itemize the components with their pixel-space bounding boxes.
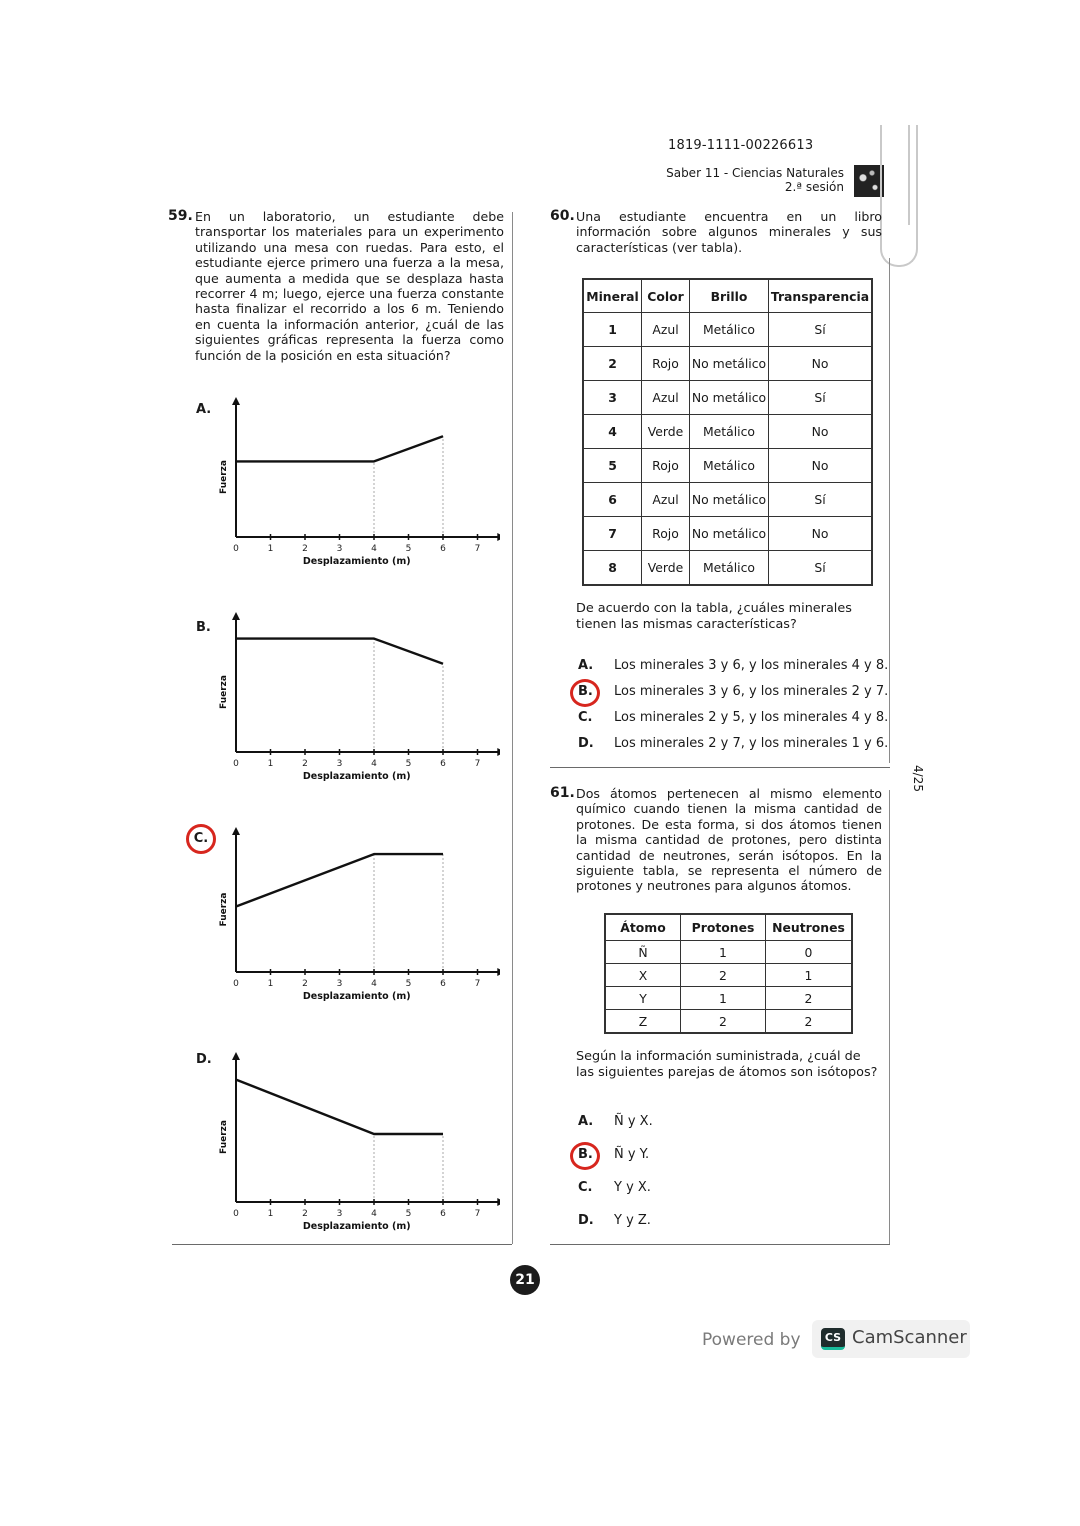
table-row — [583, 517, 872, 551]
x-tick-label: 1 — [267, 979, 274, 989]
question-prompt: De acuerdo con la tabla, ¿cuáles minerales tienen las mismas características? — [576, 601, 852, 632]
answer-option-d[interactable] — [578, 1208, 883, 1241]
page-number-badge: 21 — [510, 1265, 540, 1295]
camscanner-badge[interactable] — [812, 1320, 970, 1358]
table-cell: No metálico — [690, 347, 769, 381]
answer-option-d[interactable] — [578, 731, 889, 757]
table-cell: 2 — [766, 1010, 853, 1034]
column-header: Color — [642, 279, 690, 313]
x-tick-label: 4 — [371, 544, 377, 554]
x-tick-label: 4 — [371, 979, 377, 989]
table-cell: 4 — [583, 415, 642, 449]
question-text: Una estudiante encuentra en un libro información sobre algunos minerales y sus características (ver tabla). — [576, 209, 882, 255]
answer-options-60 — [578, 653, 889, 757]
answer-option-b[interactable] — [578, 1142, 883, 1175]
x-axis-label: Desplazamiento (m) — [302, 1221, 411, 1232]
table-cell: Azul — [642, 381, 690, 415]
y-axis-arrow-icon — [232, 827, 240, 835]
table-cell: Verde — [642, 415, 690, 449]
table-cell: 1 — [681, 987, 766, 1010]
x-axis-label: Desplazamiento (m) — [302, 991, 411, 1002]
option-text: Ñ y X. — [614, 1114, 653, 1129]
x-tick-label: 3 — [336, 544, 343, 554]
option-letter: A. — [578, 1114, 594, 1129]
question-number: 60. — [550, 208, 575, 224]
column-header: Neutrones — [766, 914, 853, 941]
x-tick-label: 5 — [405, 1209, 412, 1219]
x-tick-label: 4 — [371, 759, 377, 769]
option-letter: A. — [196, 402, 212, 417]
table-cell: Rojo — [642, 517, 690, 551]
x-axis-label: Desplazamiento (m) — [302, 556, 411, 567]
table-cell: Metálico — [690, 313, 769, 347]
x-tick-label: 7 — [474, 1209, 481, 1219]
x-tick-label: 7 — [474, 759, 481, 769]
table-cell: No metálico — [690, 517, 769, 551]
table-cell: Ñ — [605, 941, 681, 964]
option-letter: C. — [578, 1180, 593, 1195]
x-axis-arrow-icon — [497, 533, 500, 541]
x-tick-label: 1 — [267, 544, 274, 554]
question-60 — [550, 209, 882, 255]
table-row — [605, 1010, 852, 1034]
column-divider-right-bottom — [889, 790, 890, 1245]
x-tick-label: 2 — [302, 544, 308, 554]
exam-title: Saber 11 - Ciencias Naturales — [666, 166, 844, 180]
table-row — [583, 449, 872, 483]
bottom-rule-left — [172, 1244, 512, 1245]
graph-option-d[interactable] — [180, 1040, 500, 1240]
option-text: Y y X. — [614, 1180, 651, 1195]
table-cell: Z — [605, 1010, 681, 1034]
x-tick-label: 5 — [405, 544, 412, 554]
table-cell: No metálico — [690, 381, 769, 415]
y-axis-label: Fuerza — [219, 460, 229, 494]
x-tick-label: 7 — [474, 544, 481, 554]
question-prompt: Según la información suministrada, ¿cuál de las siguientes parejas de átomos son isótopos? — [576, 1049, 878, 1080]
table-cell: Sí — [769, 381, 873, 415]
option-letter: D. — [578, 1213, 594, 1228]
bottom-rule-right — [550, 1244, 890, 1245]
paperclip-wire — [908, 125, 910, 225]
graph-option-a[interactable] — [180, 385, 500, 575]
table-row — [583, 313, 872, 347]
answer-option-b[interactable] — [578, 679, 889, 705]
table-cell: 8 — [583, 551, 642, 586]
table-cell: 6 — [583, 483, 642, 517]
camscanner-brand: CamScanner — [852, 1327, 967, 1348]
table-header-row — [605, 914, 852, 941]
force-position-chart-a — [180, 385, 500, 575]
x-tick-label: 2 — [302, 759, 308, 769]
table-cell: X — [605, 964, 681, 987]
x-tick-label: 0 — [233, 979, 239, 989]
x-tick-label: 0 — [233, 759, 239, 769]
table-cell: Y — [605, 987, 681, 1010]
force-position-chart-d — [180, 1040, 500, 1240]
force-position-chart-b — [180, 600, 500, 790]
x-tick-label: 6 — [440, 979, 446, 989]
table-cell: 1 — [766, 964, 853, 987]
force-line-series — [236, 1080, 443, 1134]
answer-option-c[interactable] — [578, 1175, 883, 1208]
exam-header — [660, 166, 844, 194]
question-number: 61. — [550, 785, 575, 801]
table-cell: Metálico — [690, 449, 769, 483]
graph-option-b[interactable] — [180, 600, 500, 790]
paperclip-icon — [880, 125, 918, 267]
option-text: Ñ y Y. — [614, 1147, 650, 1162]
question-number: 59. — [168, 208, 193, 224]
x-tick-label: 3 — [336, 1209, 343, 1219]
x-tick-label: 0 — [233, 544, 239, 554]
x-axis-arrow-icon — [497, 968, 500, 976]
x-tick-label: 6 — [440, 1209, 446, 1219]
option-text: Y y Z. — [614, 1213, 651, 1228]
column-divider-left — [512, 212, 513, 1244]
x-tick-label: 0 — [233, 1209, 239, 1219]
table-cell: Azul — [642, 313, 690, 347]
force-line-series — [236, 854, 443, 906]
x-tick-label: 5 — [405, 759, 412, 769]
x-axis-label: Desplazamiento (m) — [302, 771, 411, 782]
x-tick-label: 5 — [405, 979, 412, 989]
question-separator — [550, 767, 890, 768]
x-tick-label: 2 — [302, 979, 308, 989]
table-cell: Rojo — [642, 347, 690, 381]
option-letter: B. — [196, 620, 211, 635]
table-row — [583, 415, 872, 449]
minerals-table — [582, 278, 873, 586]
table-row — [583, 551, 872, 586]
y-axis-arrow-icon — [232, 612, 240, 620]
column-header: Brillo — [690, 279, 769, 313]
x-tick-label: 3 — [336, 759, 343, 769]
force-line-series — [236, 436, 443, 461]
table-cell: Rojo — [642, 449, 690, 483]
table-cell: 5 — [583, 449, 642, 483]
x-tick-label: 7 — [474, 979, 481, 989]
table-header-row — [583, 279, 872, 313]
table-cell: Sí — [769, 313, 873, 347]
table-cell: 0 — [766, 941, 853, 964]
table-cell: Sí — [769, 551, 873, 586]
y-axis-label: Fuerza — [219, 675, 229, 709]
table-cell: 2 — [766, 987, 853, 1010]
option-text: Los minerales 2 y 5, y los minerales 4 y 8. — [614, 710, 889, 725]
table-cell: No — [769, 415, 873, 449]
option-letter: C. — [578, 710, 593, 725]
answer-option-a[interactable] — [578, 1109, 883, 1142]
table-row — [605, 964, 852, 987]
table-row — [583, 347, 872, 381]
column-divider-right-top — [889, 258, 890, 763]
answer-option-a[interactable] — [578, 653, 889, 679]
x-tick-label: 1 — [267, 1209, 274, 1219]
question-59 — [168, 209, 504, 363]
question-text: En un laboratorio, un estudiante debe transportar los materiales para un experimento utilizando una mesa con ruedas. Para esto, el estudiante ejerce primero una fuerza a la mesa, que aumenta a medida que se desplaza hasta recorrer 4 m; luego, ejerce una fuerza constante hasta finalizar el recorrido a los 6 m. Teniendo en cuenta la información anterior, ¿cuál de las siguientes gráficas representa la fuerza como función de la posición en esta situación? — [195, 209, 504, 363]
question-61 — [550, 786, 882, 894]
document-code: 1819-1111-00226613 — [668, 138, 814, 153]
scan-page-counter: 4/25 — [911, 765, 925, 792]
table-cell: No — [769, 517, 873, 551]
selected-answer-mark: C. — [186, 824, 216, 854]
table-cell: No — [769, 449, 873, 483]
atoms-table — [604, 913, 853, 1034]
answer-option-c[interactable] — [578, 705, 889, 731]
table-cell: Metálico — [690, 415, 769, 449]
x-tick-label: 2 — [302, 1209, 308, 1219]
table-cell: 2 — [681, 1010, 766, 1034]
x-axis-arrow-icon — [497, 748, 500, 756]
y-axis-label: Fuerza — [219, 1120, 229, 1154]
x-tick-label: 6 — [440, 544, 446, 554]
table-row — [605, 987, 852, 1010]
table-row — [605, 941, 852, 964]
question-text: Dos átomos pertenecen al mismo elemento químico cuando tienen la misma cantidad de protones. De esta forma, si dos átomos tienen la misma cantidad de protones, pero distinta cantidad de neutrones, serán isótopos. En la siguiente tabla, se representa el número de protones y neutrones para algunos átomos. — [576, 786, 882, 894]
option-letter: A. — [578, 658, 594, 673]
exam-session: 2.ª sesión — [784, 180, 844, 194]
x-axis-arrow-icon — [497, 1198, 500, 1206]
table-cell: Metálico — [690, 551, 769, 586]
table-cell: Sí — [769, 483, 873, 517]
x-tick-label: 1 — [267, 759, 274, 769]
table-row — [583, 381, 872, 415]
option-letter: D. — [578, 736, 594, 751]
option-text: Los minerales 3 y 6, y los minerales 4 y 8. — [614, 658, 889, 673]
option-text: Los minerales 3 y 6, y los minerales 2 y 7. — [614, 684, 889, 699]
table-cell: 2 — [583, 347, 642, 381]
table-cell: 7 — [583, 517, 642, 551]
answer-options-61 — [578, 1109, 883, 1241]
force-position-chart-c — [180, 815, 500, 1010]
camscanner-logo-icon: CS — [821, 1328, 845, 1350]
powered-by-label: Powered by — [702, 1330, 801, 1350]
option-text: Los minerales 2 y 7, y los minerales 1 y 6. — [614, 736, 889, 751]
option-letter: B. — [578, 684, 593, 699]
option-letter: D. — [196, 1052, 212, 1067]
table-cell: 2 — [681, 964, 766, 987]
column-header: Protones — [681, 914, 766, 941]
column-header: Transparencia — [769, 279, 873, 313]
table-row — [583, 483, 872, 517]
table-cell: Azul — [642, 483, 690, 517]
y-axis-arrow-icon — [232, 1052, 240, 1060]
column-header: Mineral — [583, 279, 642, 313]
table-cell: Verde — [642, 551, 690, 586]
option-letter: B. — [578, 1147, 593, 1162]
x-tick-label: 3 — [336, 979, 343, 989]
y-axis-arrow-icon — [232, 397, 240, 405]
force-line-series — [236, 639, 443, 664]
table-cell: 1 — [583, 313, 642, 347]
x-tick-label: 4 — [371, 1209, 377, 1219]
x-tick-label: 6 — [440, 759, 446, 769]
graph-option-c[interactable] — [180, 815, 500, 1010]
y-axis-label: Fuerza — [219, 892, 229, 927]
table-cell: 3 — [583, 381, 642, 415]
table-cell: No — [769, 347, 873, 381]
column-header: Átomo — [605, 914, 681, 941]
table-cell: 1 — [681, 941, 766, 964]
table-cell: No metálico — [690, 483, 769, 517]
